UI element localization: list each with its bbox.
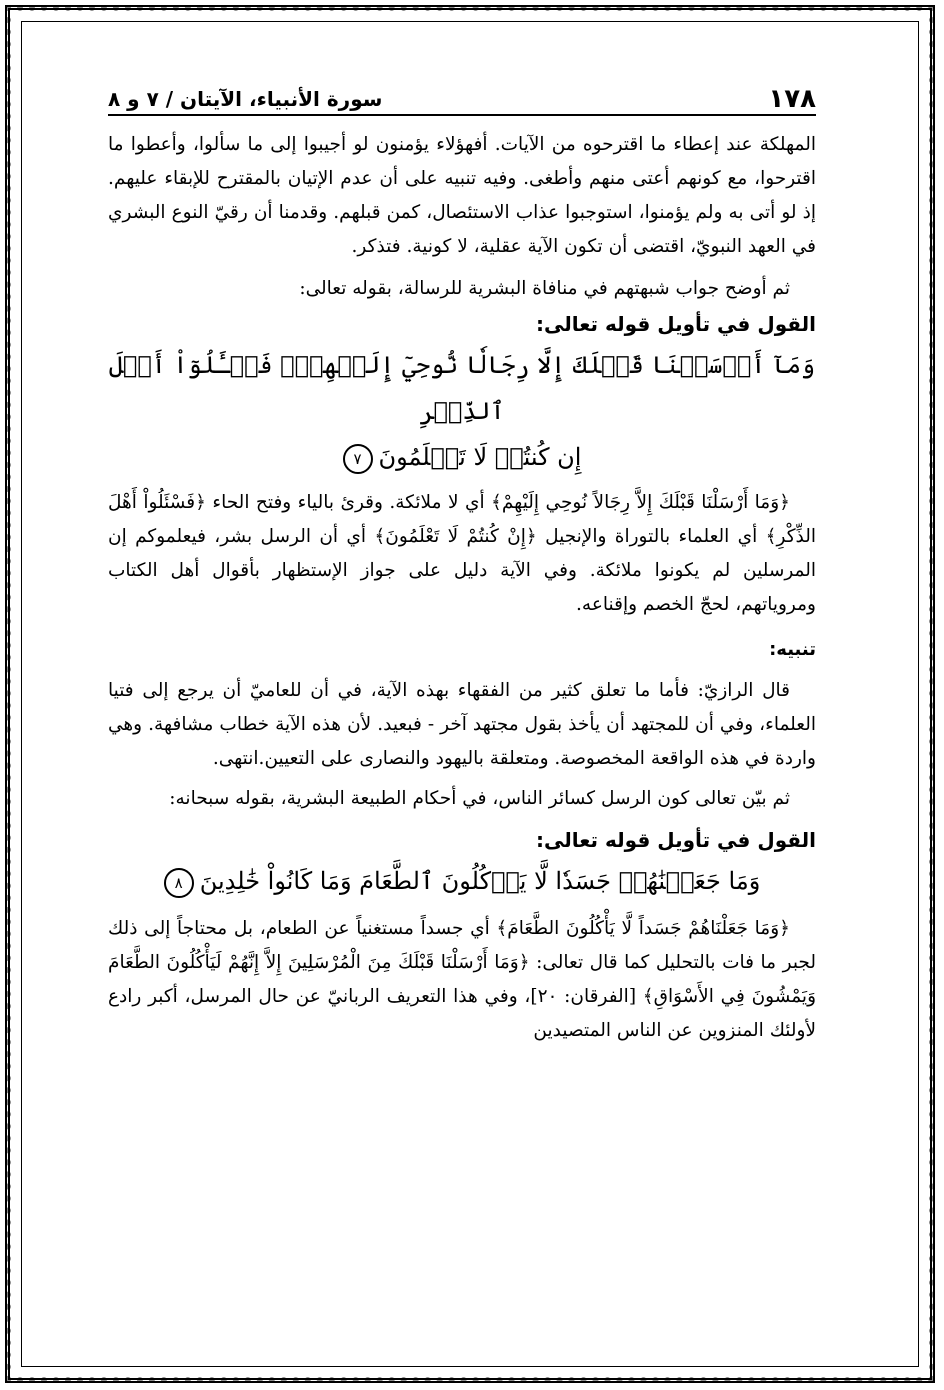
verse-7-text-1: وَمَآ أَرۡسَلۡنَا قَبۡلَكَ إِلَّا رِجَالٗا نُّوحِيٓ إِلَيۡهِمۡۖ فَسۡـَٔلُوٓاْ أَهۡلَ ٱلذِّكۡرِ [108,351,816,425]
note-text: قال الرازيّ: فأما ما تعلق كثير من الفقهاء بهذه الآية، في أن للعاميّ أن يرجع إلى فتيا العلماء، وفي أن للمجتهد أن يأخذ بقول مجتهد آخر - فبعيد. لأن هذه الآية خطاب مشافهة. وهي واردة في هذه الواقعة المخصوصة. ومتعلقة باليهود والنصارى على التعيين.انتهى. [108,680,816,769]
section-heading-1: القول في تأويل قوله تعالى: [536,312,816,336]
page-number: ١٧٨ [768,84,816,114]
verse-7-line-1 [108,342,816,434]
verse-number-badge: ٧ [343,444,373,474]
section-heading-2: القول في تأويل قوله تعالى: [536,828,816,852]
verse-7-text-2: إِن كُنتُمۡ لَا تَعۡلَمُونَ [378,443,582,471]
running-title: سورة الأنبياء، الآيتان / ٧ و ٨ [108,87,383,111]
paragraph-intro: المهلكة عند إعطاء ما اقترحوه من الآيات. أفهؤلاء يؤمنون لو أجيبوا إلى ما سألوا، وأعطوا ما اقترحوا، مع كونهم أعتى منهم وأطغى. وفيه تنبيه على أن عدم الإتيان بالمقترح للإبقاء عليهم. إذ لو أتى به ولم يؤمنوا، استوجبوا عذاب الاستئصال، كمن قبلهم. وقدمنا أن رقيّ النوع البشري في العهد النبويّ، اقتضى أن تكون الآية عقلية، لا كونية. فتذكر. [108,134,816,257]
tafsir-verse-7: ﴿وَمَا أَرْسَلْنَا قَبْلَكَ إِلاَّ رِجَالاً نُوحِي إِلَيْهِمْ﴾ أي لا ملائكة. وقرئ بالياء وفتح الحاء ﴿فَسْئَلُواْ أَهْلَ الذِّكْرِ﴾ أي العلماء بالتوراة والإنجيل ﴿إِنْ كُنتُمْ لَا تَعْلَمُونَ﴾ أي أن الرسل بشر، فيعلموكم إن المرسلين لم يكونوا ملائكة. وفي الآية دليل على جواز الإستظهار بأقوال أهل الكتاب ومروياتهم، لحجّ الخصم وإقناعه. [108,492,816,615]
verse-8-text: وَمَا جَعَلۡنَٰهُمۡ جَسَدٗا لَّا يَأۡكُلُونَ ٱلطَّعَامَ وَمَا كَانُواْ خَٰلِدِينَ [199,867,761,895]
page-header [108,68,816,116]
page-content [108,68,816,1048]
verse-number-badge: ٨ [164,868,194,898]
tafsir-verse-8: ﴿وَمَا جَعَلْنَاهُمْ جَسَداً لَّا يَأْكُلُونَ الطَّعَامَ﴾ أي جسداً مستغنياً عن الطعام، بل محتاجاً إلى ذلك لجبر ما فات بالتحليل كما قال تعالى: ﴿وَمَا أَرْسَلْنَا قَبْلَكَ مِنَ الْمُرْسَلِينَ إِلاَّ إِنَّهُمْ لَيَأْكُلُونَ الطَّعَامَ وَيَمْشُونَ فِي الأَسْوَاقِ﴾ [الفرقان: ٢٠]، وفي هذا التعريف الربانيّ عن حال المرسل، أكبر رادع لأولئك المنزوين عن الناس المتصيدين [108,918,816,1041]
paragraph-transition-2: ثم بيّن تعالى كون الرسل كسائر الناس، في أحكام الطبيعة البشرية، بقوله سبحانه: [169,788,790,809]
verse-8-line [108,858,816,904]
paragraph-transition-1: ثم أوضح جواب شبهتهم في منافاة البشرية للرسالة، بقوله تعالى: [299,278,790,299]
note-heading: تنبيه: [769,639,816,660]
verse-7-line-2 [108,434,816,480]
